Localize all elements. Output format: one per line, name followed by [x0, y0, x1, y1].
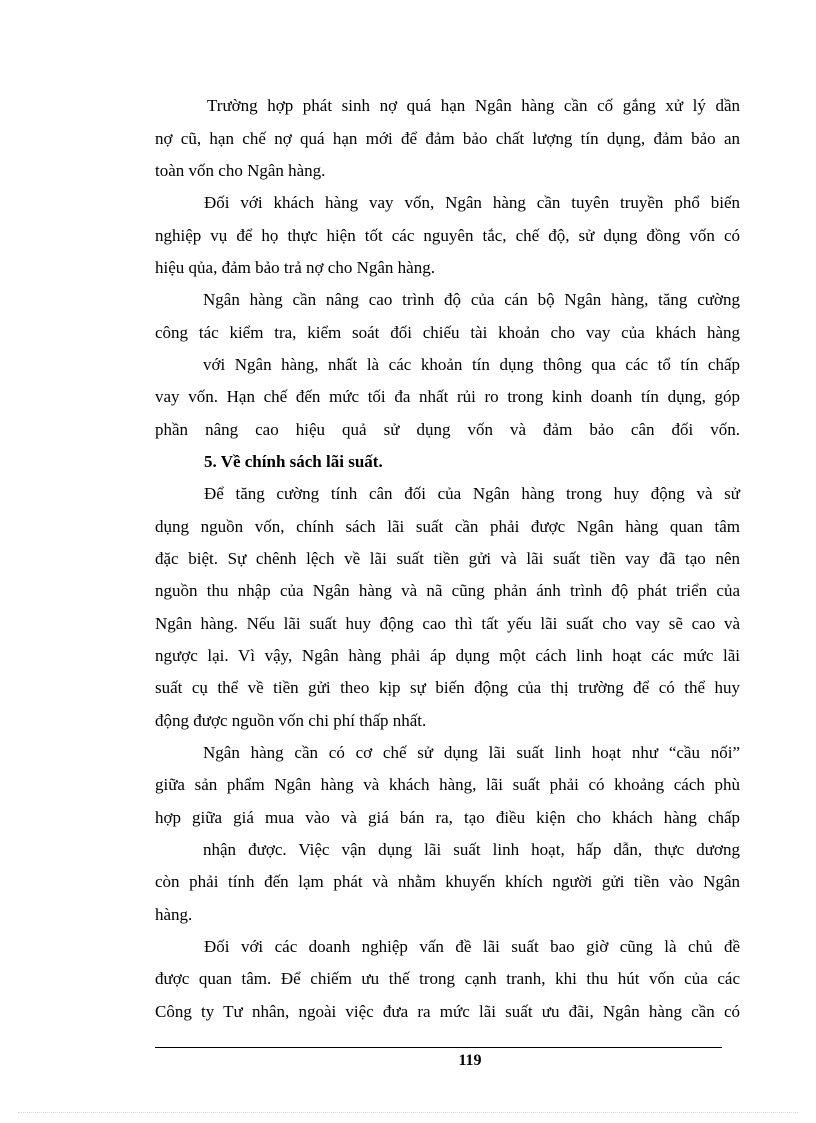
text-line: Trường hợp phát sinh nợ quá hạn Ngân hàng cần cố gắng xử lý dần [207, 96, 740, 115]
footer-rule [155, 1047, 722, 1048]
text-line: động được nguồn vốn chi phí thấp nhất. [155, 711, 427, 730]
text-line: dụng nguồn vốn, chính sách lãi suất cần phải được Ngân hàng quan tâm [155, 517, 740, 536]
text-line: còn phải tính đến lạm phát và nhằm khuyến khích người gửi tiền vào Ngân [155, 872, 740, 891]
text-line: nghiệp vụ để họ thực hiện tốt các nguyên tắc, chế độ, sử dụng đồng vốn có [155, 226, 740, 245]
page-number: 119 [458, 1052, 482, 1069]
text-line: đặc biệt. Sự chênh lệch về lãi suất tiền gửi và lãi suất tiền vay đã tạo nên [155, 549, 740, 568]
text-line: công tác kiểm tra, kiểm soát đối chiếu tài khoản cho vay của khách hàng [155, 323, 740, 342]
text-line: Để tăng cường tính cân đối của Ngân hàng trong huy động và sử [204, 484, 740, 503]
text-line: phần nâng cao hiệu quả sử dụng vốn và đảm bảo cân đối vốn. [155, 420, 740, 439]
text-line: Ngân hàng. Nếu lãi suất huy động cao thì tất yếu lãi suất cho vay sẽ cao và [155, 614, 740, 633]
text-line: nợ cũ, hạn chế nợ quá hạn mới để đảm bảo chất lượng tín dụng, đảm bảo an [155, 129, 740, 148]
text-line: hợp giữa giá mua vào và giá bán ra, tạo điều kiện cho khách hàng chấp [155, 808, 740, 827]
text-line: Ngân hàng cần có cơ chế sử dụng lãi suất linh hoạt như “cầu nối” [203, 743, 740, 762]
text-line: giữa sản phẩm Ngân hàng và khách hàng, lãi suất phải có khoảng cách phù [155, 775, 740, 794]
text-line: hàng. [155, 905, 193, 924]
text-line: ngược lại. Vì vậy, Ngân hàng phải áp dụng một cách linh hoạt các mức lãi [155, 646, 740, 665]
text-line: được quan tâm. Để chiếm ưu thế trong cạnh tranh, khi thu hút vốn của các [155, 969, 740, 988]
section-heading: 5. Về chính sách lãi suất. [204, 452, 383, 471]
text-line: Đối với các doanh nghiệp vấn đề lãi suất bao giờ cũng là chủ đề [204, 937, 740, 956]
text-line: Ngân hàng cần nâng cao trình độ của cán bộ Ngân hàng, tăng cường [203, 290, 740, 309]
page-bottom-border [18, 1112, 798, 1113]
text-line: nguồn thu nhập của Ngân hàng và nã cũng phản ánh trình độ phát triển của [155, 581, 740, 600]
text-line: với Ngân hàng, nhất là các khoản tín dụng thông qua các tổ tín chấp [203, 355, 740, 374]
text-line: hiệu qủa, đảm bảo trả nợ cho Ngân hàng. [155, 258, 435, 277]
text-line: nhận được. Việc vận dụng lãi suất linh hoạt, hấp dẫn, thực dương [203, 840, 740, 859]
text-line: Đối với khách hàng vay vốn, Ngân hàng cần tuyên truyền phổ biến [204, 193, 740, 212]
text-line: toàn vốn cho Ngân hàng. [155, 161, 326, 180]
text-line: suất cụ thể về tiền gửi theo kịp sự biến động của thị trường để có thể huy [155, 678, 740, 697]
text-line: vay vốn. Hạn chế đến mức tối đa nhất rủi ro trong kinh doanh tín dụng, góp [155, 387, 740, 406]
text-line: Công ty Tư nhân, ngoài việc đưa ra mức lãi suất ưu đãi, Ngân hàng cần có [155, 1002, 740, 1021]
